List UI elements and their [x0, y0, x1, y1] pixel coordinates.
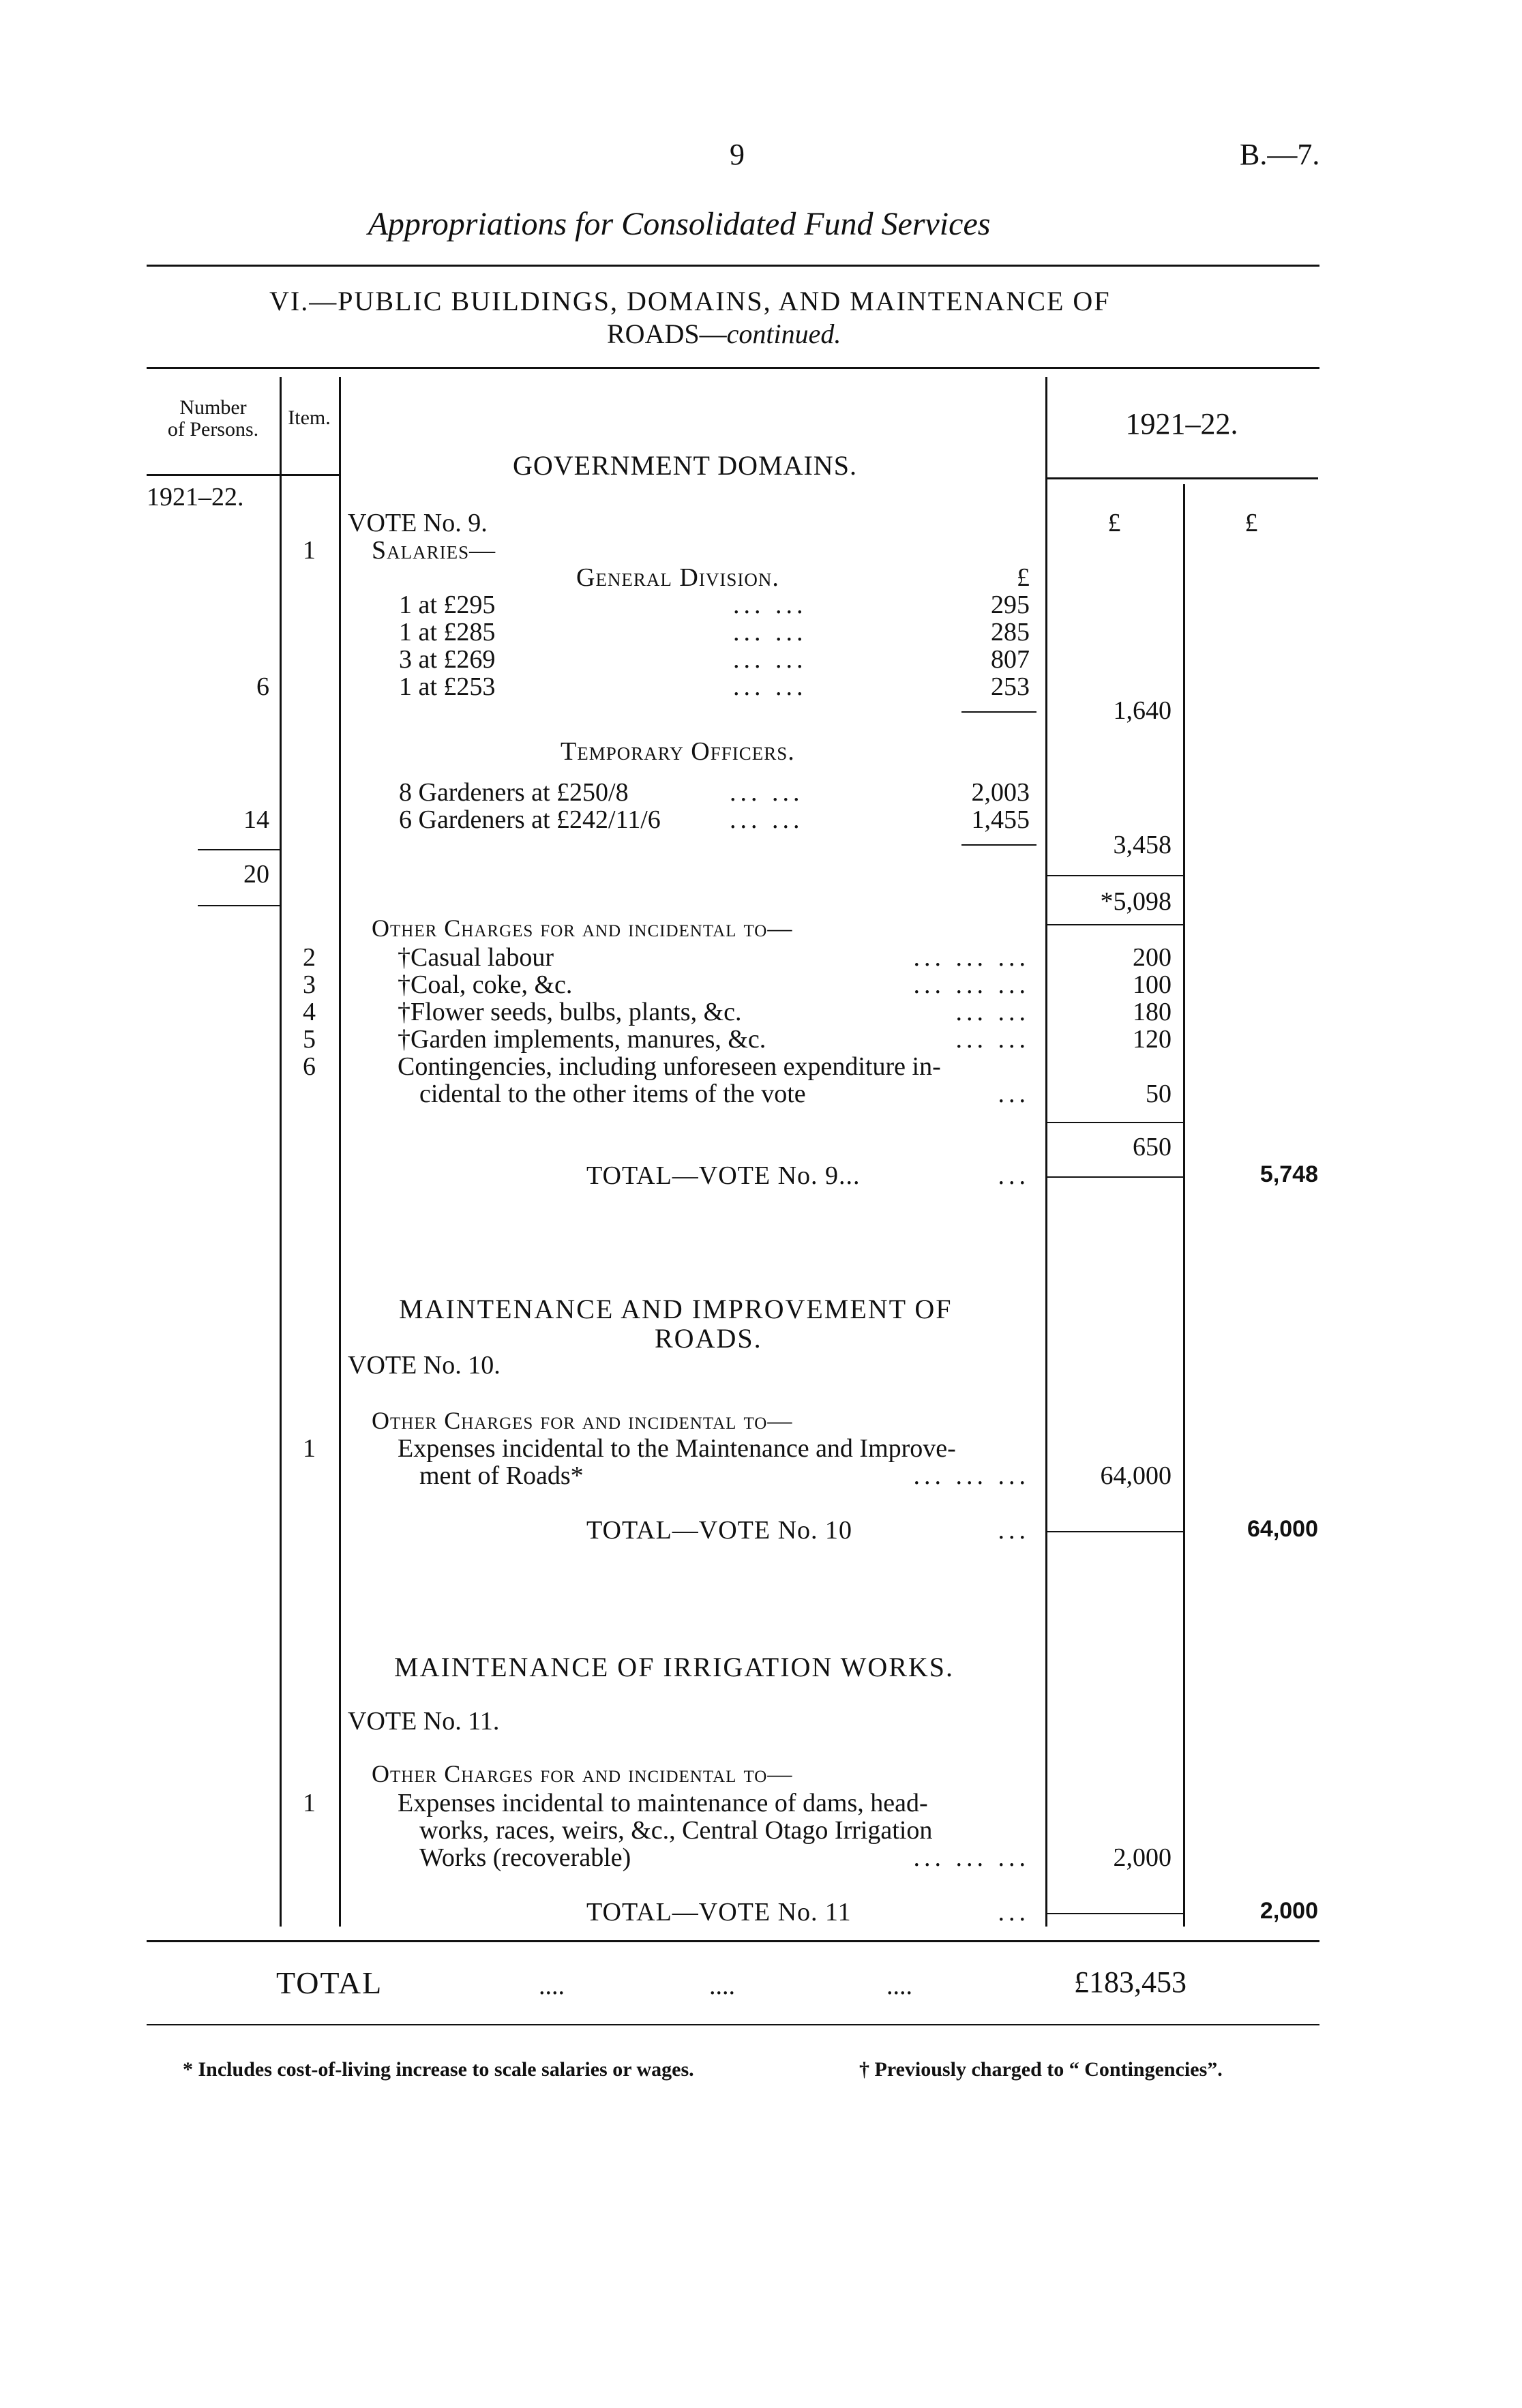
salary-label: 3 at £269	[399, 645, 496, 674]
vote-9-total-label: TOTAL—VOTE No. 9...	[586, 1161, 861, 1190]
salaries-total-rule	[1045, 924, 1183, 925]
charge-amount: 200	[1133, 943, 1172, 972]
charges-total: 650	[1133, 1133, 1172, 1161]
item-number: 1	[303, 1434, 316, 1463]
persons-total: 20	[243, 860, 269, 889]
persons-general: 6	[256, 672, 269, 701]
item-number: 1	[303, 536, 316, 565]
col-header-number: Number	[179, 396, 247, 419]
item-number: 5	[303, 1025, 316, 1054]
roads-expense-line1: Expenses incidental to the Maintenance and Improve-	[398, 1434, 956, 1463]
footnote-dagger: † Previously charged to “ Contingencies”.	[859, 2058, 1223, 2081]
col-divider-item	[339, 377, 341, 1927]
item-number: 2	[303, 943, 316, 972]
charge-amount: 100	[1133, 970, 1172, 999]
section-title-line2	[607, 318, 841, 349]
grand-total-top-rule	[147, 1940, 1319, 1942]
page-title-text: Appropriations for Consolidated Fund Services	[368, 206, 991, 242]
roads-heading-line2: ROADS.	[655, 1323, 762, 1354]
leader-dots: ... ...	[730, 805, 804, 834]
salary-label: 1 at £295	[399, 591, 496, 619]
salaries-total: *5,098	[1100, 887, 1172, 916]
col-header-year: 1921–22.	[1125, 407, 1238, 441]
irrigation-amount: 2,000	[1113, 1843, 1172, 1872]
charges-rule	[1045, 1122, 1183, 1123]
leader-dots: ...	[998, 1080, 1030, 1108]
section-title-line1: VI.—PUBLIC BUILDINGS, DOMAINS, AND MAINTENANCE OF	[269, 286, 1111, 316]
col-header-persons: of Persons.	[167, 418, 259, 441]
charge-label: †Flower seeds, bulbs, plants, &c.	[398, 998, 742, 1026]
vote-10-total-label: TOTAL—VOTE No. 10	[586, 1516, 853, 1545]
vote-9-total: 5,748	[1259, 1161, 1318, 1187]
document-code: B.—7.	[1240, 138, 1320, 171]
grand-total-amount: £183,453	[1074, 1965, 1187, 1999]
vote-11-total: 2,000	[1259, 1898, 1318, 1924]
salaries-label: Salaries—	[372, 536, 496, 565]
contingencies-amount: 50	[1146, 1080, 1172, 1108]
leader-dots: ...	[998, 1516, 1030, 1545]
gardener-amount: 2,003	[971, 778, 1030, 807]
contingencies-line1: Contingencies, including unforeseen expenditure in-	[398, 1052, 941, 1081]
domains-heading: GOVERNMENT DOMAINS.	[513, 450, 857, 481]
page-number: 9	[730, 138, 745, 171]
pound-column1: £	[1107, 509, 1121, 537]
salary-amount: 285	[991, 618, 1030, 646]
roads-expense-line2: ment of Roads*	[419, 1461, 584, 1490]
general-division-heading: General Division.	[576, 563, 779, 592]
persons-year-label: 1921–22.	[147, 483, 244, 511]
leader-dots: ... ...	[733, 645, 807, 674]
vote-9-rule	[1045, 1176, 1183, 1178]
leader-dots: ... ...	[733, 672, 807, 701]
leader-dots: ....	[709, 1972, 735, 2000]
vote-11-rule	[1045, 1913, 1183, 1914]
persons-total-rule	[198, 905, 280, 906]
gardener-label: 6 Gardeners at £242/11/6	[399, 805, 661, 834]
other-charges-label: Other Charges for and incidental to—	[372, 1407, 793, 1434]
salary-amount: 295	[991, 591, 1030, 619]
leader-dots: ... ... ...	[913, 943, 1030, 972]
item-number: 6	[303, 1052, 316, 1081]
roads-heading-line1: MAINTENANCE AND IMPROVEMENT OF	[399, 1294, 953, 1324]
leader-dots: ... ...	[730, 778, 804, 807]
item-number: 3	[303, 970, 316, 999]
general-total: 1,640	[1113, 696, 1172, 725]
contingencies-line2: cidental to the other items of the vote	[419, 1080, 806, 1108]
vote-9-label: VOTE No. 9.	[348, 509, 488, 537]
leader-dots: ....	[539, 1972, 565, 2000]
charge-amount: 120	[1133, 1025, 1172, 1054]
item-number: 1	[303, 1789, 316, 1817]
leader-dots: ... ... ...	[913, 1843, 1030, 1872]
salary-amount: 253	[991, 672, 1030, 701]
leader-dots: ... ... ...	[913, 1461, 1030, 1490]
pound-column2: £	[1244, 509, 1258, 537]
leader-dots: ... ...	[733, 591, 807, 619]
grand-total-label: TOTAL	[276, 1965, 383, 2000]
roads-amount: 64,000	[1100, 1461, 1172, 1490]
irrigation-expense-line3: Works (recoverable)	[419, 1843, 631, 1872]
irrigation-expense-line2: works, races, weirs, &c., Central Otago Irrigation	[419, 1816, 933, 1845]
persons-temporary: 14	[243, 805, 269, 834]
header-underline-item	[280, 474, 339, 476]
header-underline-persons	[147, 474, 280, 476]
vote-10-label: VOTE No. 10.	[348, 1351, 501, 1380]
top-rule	[147, 265, 1319, 267]
vote-11-label: VOTE No. 11.	[348, 1707, 500, 1736]
col-header-item: Item.	[288, 406, 331, 429]
section-title-continued: continued.	[726, 318, 841, 349]
header-rule	[147, 367, 1319, 369]
salary-amount: 807	[991, 645, 1030, 674]
subtotal-rule	[961, 844, 1036, 846]
item-number: 4	[303, 998, 316, 1026]
leader-dots: ...	[998, 1898, 1030, 1927]
gardener-label: 8 Gardeners at £250/8	[399, 778, 629, 807]
col-divider-persons	[280, 377, 282, 1927]
charge-label: †Coal, coke, &c.	[398, 970, 573, 999]
vote-10-rule	[1045, 1531, 1183, 1532]
other-charges-label: Other Charges for and incidental to—	[372, 915, 793, 942]
vote-10-total: 64,000	[1247, 1516, 1318, 1542]
subtotal-rule	[961, 711, 1036, 713]
leader-dots: ... ...	[733, 618, 807, 646]
vote-11-total-label: TOTAL—VOTE No. 11	[586, 1898, 852, 1927]
irrigation-expense-line1: Expenses incidental to maintenance of dams, head-	[398, 1789, 928, 1817]
page-title	[0, 208, 1522, 241]
gardener-amount: 1,455	[971, 805, 1030, 834]
charge-label: †Garden implements, manures, &c.	[398, 1025, 766, 1054]
grand-total-bottom-rule	[147, 2024, 1319, 2025]
pound-sign: £	[1017, 563, 1030, 592]
temporary-total: 3,458	[1113, 831, 1172, 859]
leader-dots: ....	[886, 1972, 912, 2000]
header-underline-year	[1045, 477, 1318, 479]
charge-amount: 180	[1133, 998, 1172, 1026]
other-charges-label: Other Charges for and incidental to—	[372, 1760, 793, 1787]
temporary-officers-heading: Temporary Officers.	[561, 737, 795, 766]
leader-dots: ... ... ...	[913, 970, 1030, 999]
col-divider-amount2	[1183, 484, 1185, 1927]
salary-label: 1 at £285	[399, 618, 496, 646]
section-title-main: ROADS—	[607, 318, 727, 349]
irrigation-heading: MAINTENANCE OF IRRIGATION WORKS.	[394, 1652, 955, 1682]
salaries-rule	[1045, 875, 1183, 876]
charge-label: †Casual labour	[398, 943, 554, 972]
leader-dots: ... ...	[955, 998, 1030, 1026]
leader-dots: ...	[998, 1161, 1030, 1190]
footnote-asterisk: * Includes cost-of-living increase to scale salaries or wages.	[183, 2058, 694, 2081]
salary-label: 1 at £253	[399, 672, 496, 701]
leader-dots: ... ...	[955, 1025, 1030, 1054]
persons-subtotal-rule	[198, 849, 280, 850]
